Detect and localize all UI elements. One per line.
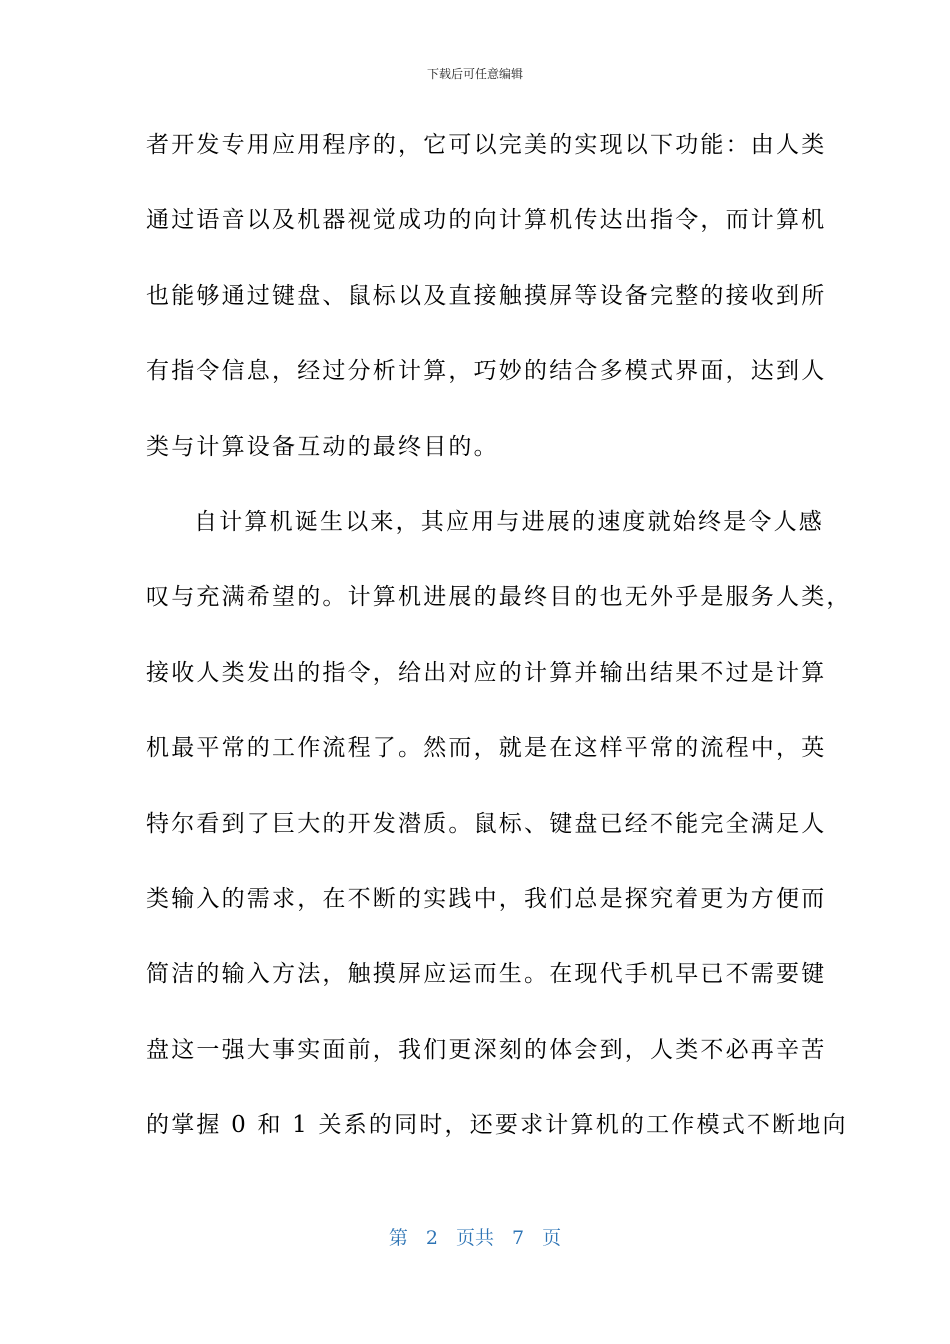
text-line: 盘这一强大事实面前，我们更深刻的体会到，人类不必再辛苦 (146, 1036, 827, 1063)
text-line: 机最平常的工作流程了。然而，就是在这样平常的流程中，英 (146, 735, 827, 762)
page-header: 下载后可任意编辑 (426, 67, 523, 81)
text-line: 简洁的输入方法，触摸屏应运而生。在现代手机早已不需要键 (146, 961, 827, 988)
text-line: 的掌握 0 和 1 关系的同时，还要求计算机的工作模式不断地向 (146, 1112, 848, 1139)
text-line: 通过语音以及机器视觉成功的向计算机传达出指令，而计算机 (146, 207, 827, 234)
text-line: 接收人类发出的指令，给出对应的计算并输出结果不过是计算 (146, 659, 827, 686)
footer-prefix: 第 (388, 1227, 408, 1249)
footer-suffix: 页 (542, 1227, 562, 1249)
text-line: 类输入的需求，在不断的实践中，我们总是探究着更为方便而 (146, 885, 827, 912)
text-line: 类与计算设备互动的最终目的。 (146, 433, 499, 460)
footer-middle: 页共 (455, 1227, 494, 1249)
text-line: 有指令信息，经过分析计算，巧妙的结合多模式界面，达到人 (146, 358, 827, 385)
footer-total-pages: 7 (512, 1227, 525, 1249)
text-line: 叹与充满希望的。计算机进展的最终目的也无外乎是服务人类， (146, 584, 852, 611)
footer-page-number: 2 (425, 1227, 438, 1249)
page-footer (0, 1225, 950, 1251)
document-body (146, 125, 852, 1180)
text-line: 也能够通过键盘、鼠标以及直接触摸屏等设备完整的接收到所 (146, 282, 827, 309)
text-line: 者开发专用应用程序的，它可以完美的实现以下功能：由人类 (146, 132, 827, 158)
text-line: 特尔看到了巨大的开发潜质。鼠标、键盘已经不能完全满足人 (146, 810, 827, 837)
paragraph-start-line: 自计算机诞生以来，其应用与进展的速度就始终是令人感 (194, 508, 824, 535)
